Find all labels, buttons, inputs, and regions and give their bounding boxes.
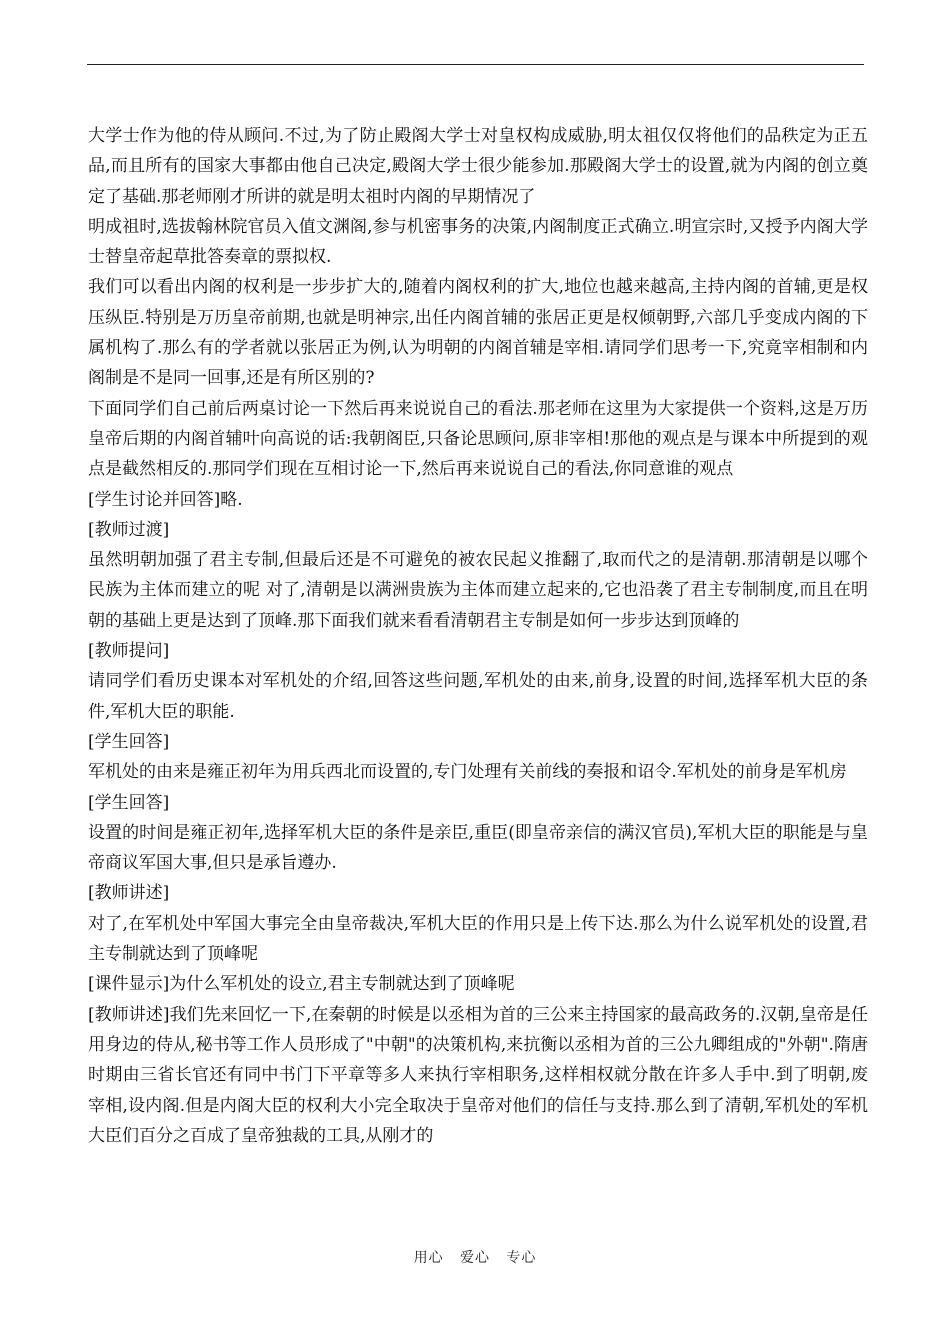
paragraph: 下面同学们自己前后两桌讨论一下然后再来说说自己的看法.那老师在这里为大家提供一个资料,这是万历皇帝后期的内阁首辅叶向高说的话:我朝阁臣,只备论思顾问,原非宰相!那他的观点是与课本中所提到的观点是截然相反的.那同学们现在互相讨论一下,然后再来说说自己的看法,你同意谁的观点 xyxy=(88,398,868,480)
paragraph: 我们可以看出内阁的权利是一步步扩大的,随着内阁权利的扩大,地位也越来越高,主持内阁的首辅,更是权压纵臣.特别是万历皇帝前期,也就是明神宗,出任内阁首辅的张居正更是权倾朝野,六部几乎变成内阁的下属机构了.那么有的学者就以张居正为例,认为明朝的内阁首辅是宰相.请同学们思考一下,究竟宰相制和内阁制是不是同一回事,还是有所区别的? xyxy=(88,277,868,389)
paragraph: 设置的时间是雍正初年,选择军机大臣的条件是亲臣,重臣(即皇帝亲信的满汉官员),军机大臣的职能是与皇帝商议军国大事,但只是承旨遵办. xyxy=(88,822,868,874)
paragraph: 明成祖时,选拔翰林院官员入值文渊阁,参与机密事务的决策,内阁制度正式确立.明宣宗时,又授予内阁大学士替皇帝起草批答奏章的票拟权. xyxy=(88,216,868,268)
paragraph: 军机处的由来是雍正初年为用兵西北而设置的,专门处理有关前线的奏报和诏令.军机处的前身是军机房 xyxy=(88,762,847,783)
paragraph: 大学士作为他的侍从顾问.不过,为了防止殿阁大学士对皇权构成威胁,明太祖仅仅将他们的品秩定为正五品,而且所有的国家大事都由他自己决定,殿阁大学士很少能参加.那殿阁大学士的设置,就为内阁的创立奠定了基础.那老师刚才所讲的就是明太祖时内阁的早期情况了 xyxy=(88,126,868,207)
section-marker: [教师讲述] xyxy=(88,883,170,904)
paragraph: [课件显示]为什么军机处的设立,君主专制就达到了顶峰呢 xyxy=(88,974,515,995)
page-footer: 用心 爱心 专心 xyxy=(413,1250,537,1266)
paragraph: [教师讲述]我们先来回忆一下,在秦朝的时候是以丞相为首的三公来主持国家的最高政务的.汉朝,皇帝是任用身边的侍从,秘书等工作人员形成了"中朝"的决策机构,来抗衡以丞相为首的三公九卿组成的"外朝".隋唐时期由三省长官还有同中书门下平章等多人来执行宰相职务,这样相权就分散在许多人手中.到了明朝,废宰相,设内阁.但是内阁大臣的权利大小完全取决于皇帝对他们的信任与支持.那么到了清朝,军机处的军机大臣们百分之百成了皇帝独裁的工具,从刚才的 xyxy=(88,1004,868,1146)
section-marker: [学生回答] xyxy=(88,731,170,752)
paragraph: 对了,在军机处中军国大事完全由皇帝裁决,军机大臣的作用只是上传下达.那么为什么说军机处的设置,君主专制就达到了顶峰呢 xyxy=(88,913,868,965)
paragraph: 虽然明朝加强了君主专制,但最后还是不可避免的被农民起义推翻了,取而代之的是清朝.那清朝是以哪个民族为主体而建立的呢 对了,清朝是以满洲贵族为主体而建立起来的,它也沿袭了君主专制制度,而且在明朝的基础上更是达到了顶峰.那下面我们就来看看清朝君主专制是如何一步步达到顶峰的 xyxy=(88,550,868,631)
section-marker: [教师提问] xyxy=(88,641,170,662)
section-marker: [学生讨论并回答]略. xyxy=(88,489,243,510)
paragraph: 请同学们看历史课本对军机处的介绍,回答这些问题,军机处的由来,前身,设置的时间,选择军机大臣的条件,军机大臣的职能. xyxy=(88,671,868,722)
section-marker: [教师过渡] xyxy=(88,519,170,540)
section-marker: [学生回答] xyxy=(88,792,170,813)
header-rule xyxy=(87,64,864,65)
document-body xyxy=(88,121,868,1151)
